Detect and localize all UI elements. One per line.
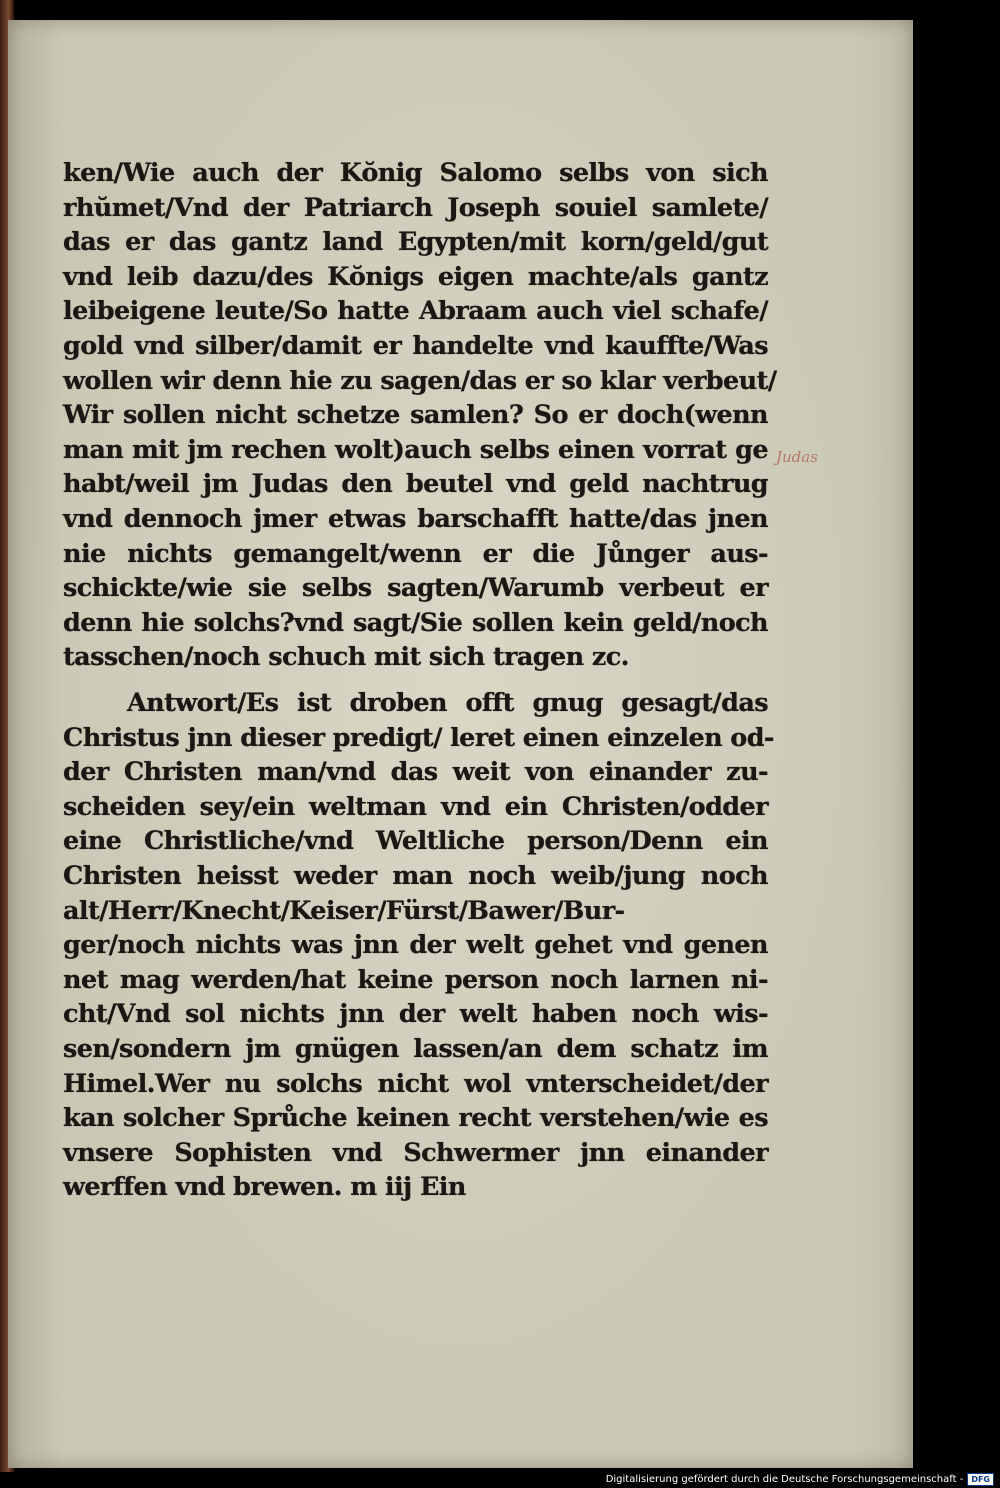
dfg-logo: DFG xyxy=(967,1473,994,1486)
text-line: ger/noch nichts was jnn der welt gehet vnd genen xyxy=(63,930,768,961)
text-line: ken/Wie auch der Kŏnig Salomo selbs von sich xyxy=(63,158,768,188)
paragraph-1 xyxy=(63,156,777,675)
text-line: gold vnd silber/damit er handelte vnd kauffte/Was xyxy=(63,330,768,361)
text-line: eine Christliche/vnd Weltliche person/Denn ein xyxy=(63,826,768,857)
marginal-note: Judas xyxy=(776,448,818,466)
text-line: schickte/wie sie selbs sagten/Warumb verbeut er xyxy=(63,573,768,604)
text-line: vnsere Sophisten vnd Schwermer jnn einander xyxy=(63,1137,768,1168)
text-line: der Christen man/vnd das weit von einander zu- xyxy=(63,757,768,788)
text-line: Himel.Wer nu solchs nicht wol vnterscheidet/der xyxy=(63,1068,768,1099)
text-line: net mag werden/hat keine person noch larnen ni- xyxy=(63,964,768,995)
credit-text: Digitalisierung gefördert durch die Deutsche Forschungsgemeinschaft - xyxy=(605,1474,964,1485)
book-page xyxy=(8,20,913,1468)
footer-bar xyxy=(0,1472,1000,1488)
text-line: vnd leib dazu/des Kŏnigs eigen machte/als gantz xyxy=(63,261,768,292)
text-line: kan solcher Sprůche keinen recht verstehen/wie es xyxy=(63,1103,768,1134)
text-line: rhŭmet/Vnd der Patriarch Joseph souiel samlete/ xyxy=(63,192,768,223)
text-line: man mit jm rechen wolt)auch selbs einen vorrat ge xyxy=(63,434,768,465)
text-line: cht/Vnd sol nichts jnn der welt haben noch wis- xyxy=(63,999,768,1030)
text-line: Antwort/Es ist droben offt gnug gesagt/das xyxy=(127,688,768,718)
text-line: wollen wir denn hie zu sagen/das er so klar verbeut/ xyxy=(63,365,777,396)
text-line: das er das gantz land Egypten/mit korn/geld/gut xyxy=(63,227,768,258)
text-line: nie nichts gemangelt/wenn er die Jůnger aus- xyxy=(63,538,768,569)
text-line: vnd dennoch jmer etwas barschafft hatte/das jnen xyxy=(63,503,768,534)
text-line: Christus jnn dieser predigt/ leret einen einzelen od- xyxy=(63,722,774,753)
funding-credit xyxy=(606,1473,994,1486)
text-line: scheiden sey/ein weltman vnd ein Christen/odder xyxy=(63,791,768,822)
text-line: tasschen/noch schuch mit sich tragen zc. xyxy=(63,642,629,673)
text-line: denn hie solchs?vnd sagt/Sie sollen kein geld/noch xyxy=(63,607,768,638)
text-line: Christen heisst weder man noch weib/jung noch xyxy=(63,860,768,891)
text-line: Wir sollen nicht schetze samlen? So er doch(wenn xyxy=(63,400,768,431)
paragraph-2 xyxy=(63,686,774,1205)
text-line: werffen vnd brewen. m iij Ein xyxy=(63,1172,466,1203)
text-line: leibeigene leute/So hatte Abraam auch viel schafe/ xyxy=(63,296,768,327)
text-line: sen/sondern jm gnügen lassen/an dem schatz im xyxy=(63,1033,768,1064)
text-line: alt/Herr/Knecht/Keiser/Fürst/Bawer/Bur- xyxy=(63,895,625,926)
text-line: habt/weil jm Judas den beutel vnd geld nachtrug xyxy=(63,469,768,500)
